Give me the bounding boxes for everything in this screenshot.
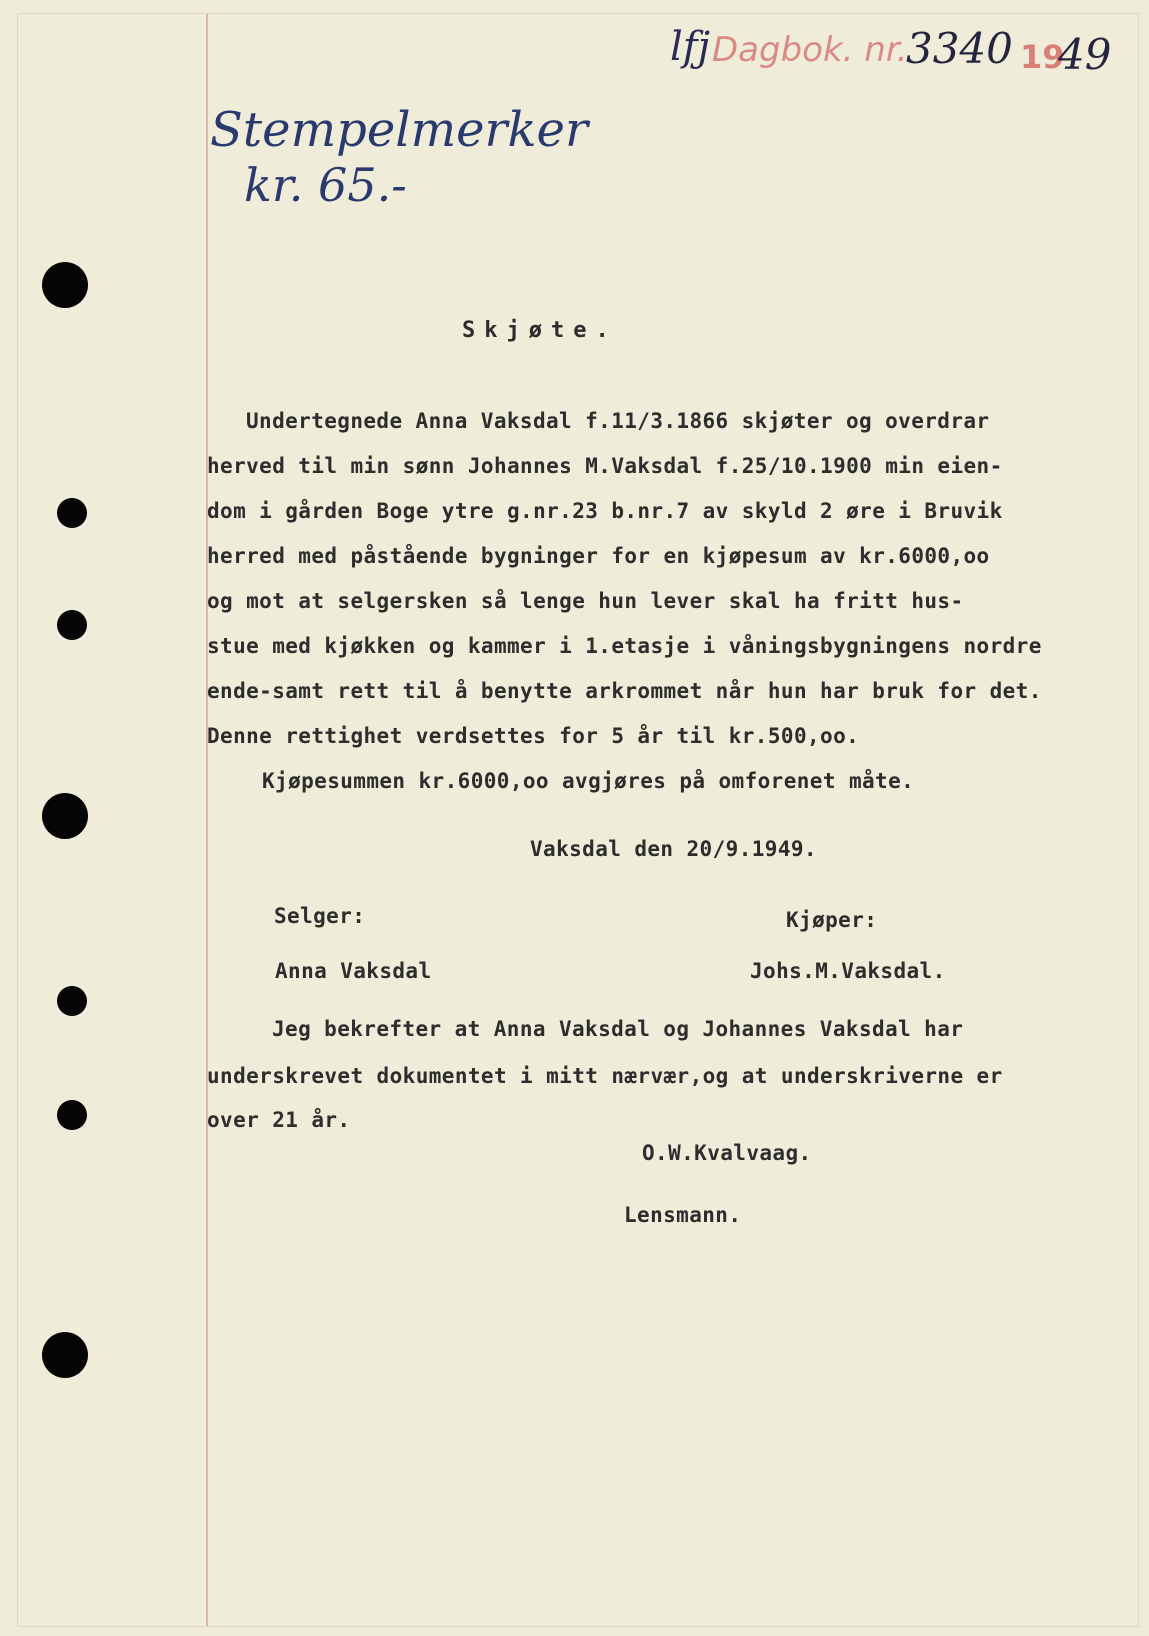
entry-number: 3340 [906,24,1013,73]
body-line-3: dom i gården Boge ytre g.nr.23 b.nr.7 av skyld 2 øre i Bruvik [207,499,1003,523]
stamp-note-line1: Stempelmerker [210,102,588,158]
body-line-6: stue med kjøkken og kammer i 1.etasje i våningsbygningens nordre [207,634,1042,658]
attest-line-1: Jeg bekrefter at Anna Vaksdal og Johannes Vaksdal har [272,1017,964,1041]
punch-hole-4 [42,793,88,839]
attest-line-3: over 21 år. [207,1108,351,1132]
punch-hole-2 [57,498,87,528]
document-title: Skjøte. [462,318,618,343]
place-date: Vaksdal den 20/9.1949. [530,837,817,861]
header-initials: lfj [670,24,710,70]
buyer-label: Kjøper: [786,908,878,932]
body-line-4: herred med påstående bygninger for en kjøpesum av kr.6000,oo [207,544,990,568]
year-suffix: 49 [1058,30,1112,79]
punch-hole-6 [57,1100,87,1130]
body-line-8: Denne rettighet verdsettes for 5 år til kr.500,oo. [207,724,860,748]
paper-sheet [18,14,1138,1626]
margin-rule [206,14,208,1626]
punch-hole-5 [57,986,87,1016]
year-prefix: 19 [1020,38,1065,76]
buyer-name: Johs.M.Vaksdal. [750,959,946,983]
official-title: Lensmann. [624,1203,742,1227]
body-line-5: og mot at selgersken så lenge hun lever skal ha fritt hus- [207,589,964,613]
stamp-note-line2: kr. 65.- [244,158,407,212]
body-line-1: Undertegnede Anna Vaksdal f.11/3.1866 skjøter og overdrar [246,409,990,433]
dagbok-label: Dagbok. nr. [712,30,908,70]
attest-line-2: underskrevet dokumentet i mitt nærvær,og at underskriverne er [207,1064,1003,1088]
punch-hole-3 [57,610,87,640]
official-name: O.W.Kvalvaag. [642,1141,812,1165]
punch-hole-7 [42,1332,88,1378]
body-line-9: Kjøpesummen kr.6000,oo avgjøres på omforenet måte. [262,769,915,793]
punch-hole-1 [42,262,88,308]
seller-name: Anna Vaksdal [275,959,432,983]
seller-label: Selger: [274,904,366,928]
body-line-2: herved til min sønn Johannes M.Vaksdal f.25/10.1900 min eien- [207,454,1003,478]
body-line-7: ende-samt rett til å benytte arkrommet når hun har bruk for det. [207,679,1042,703]
